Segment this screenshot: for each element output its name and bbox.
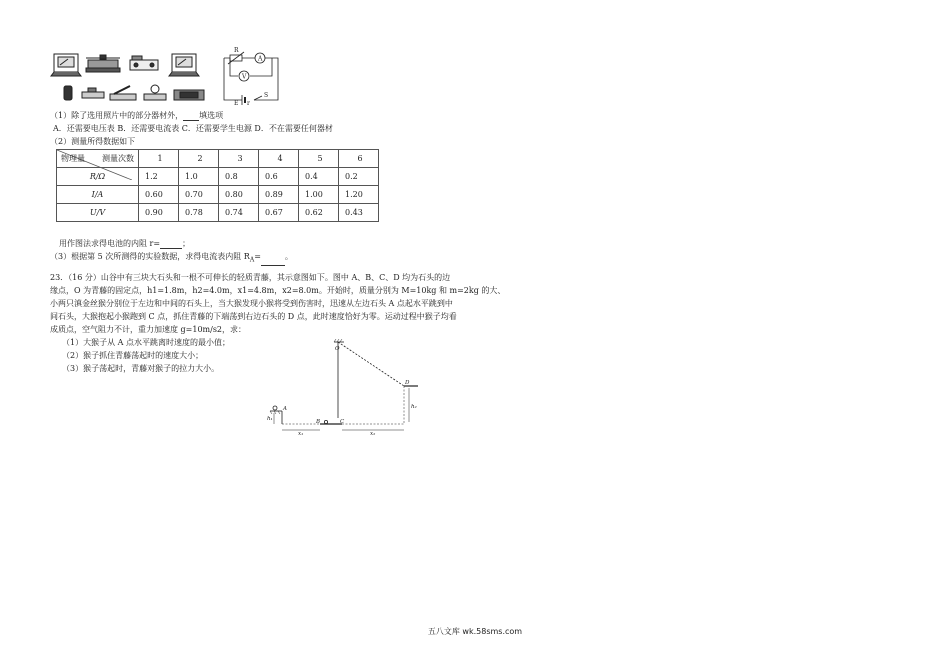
circuit-label-r-resistor: R — [234, 47, 239, 54]
row-label: I/A — [57, 186, 139, 204]
resistor-board-icon — [82, 88, 104, 98]
answer-blank — [261, 265, 285, 266]
circuit-label-r: r — [247, 100, 250, 106]
footer-watermark: 五八文库 wk.58sms.com — [427, 627, 523, 636]
table-cell: 0.90 — [139, 204, 179, 222]
switch-board-icon — [130, 56, 158, 70]
row-label: R/Ω — [57, 168, 139, 186]
meter-icon — [51, 54, 81, 76]
circuit-label-s: S — [264, 92, 269, 99]
circuit-label-a: A — [258, 55, 263, 63]
q22-options: A．还需要电压表 B．还需要电流表 C．还需要学生电源 D．不在需要任何器材 — [53, 124, 333, 133]
table-corner-cell — [57, 150, 139, 168]
bulb-board-icon — [144, 85, 166, 100]
part1-fill: 填选项 — [199, 111, 224, 120]
table-cell: 0.89 — [259, 186, 299, 204]
table-cell: 1.00 — [299, 186, 339, 204]
table-row — [57, 204, 379, 222]
circuit-label-e: E — [234, 100, 239, 106]
label-a: A — [283, 406, 287, 412]
table-cell: 0.43 — [339, 204, 379, 222]
meter-icon — [169, 54, 199, 76]
graph-line-prefix: 用作图法求得电池的内阻 r= — [59, 239, 161, 248]
table-cell: 0.80 — [219, 186, 259, 204]
table-cell: 0.6 — [259, 168, 299, 186]
vine-figure — [262, 338, 422, 436]
data-table — [56, 149, 379, 222]
label-d: D — [405, 380, 410, 386]
table-cell: 0.70 — [179, 186, 219, 204]
label-h2: h₂ — [411, 404, 417, 410]
battery-holder-icon — [174, 90, 204, 100]
label-o: O — [335, 346, 340, 352]
table-row — [57, 186, 379, 204]
q22-part2: （2）测量所得数据如下 — [50, 137, 136, 146]
table-cell: 0.78 — [179, 204, 219, 222]
part3-subscript: A — [249, 256, 255, 264]
label-c: C — [340, 419, 345, 425]
label-h1: h₁ — [267, 416, 273, 422]
q23-line: 成质点，空气阻力不计，重力加速度 g=10m/s2，求： — [50, 325, 247, 334]
column-header: 1 — [139, 150, 179, 168]
table-header-row — [57, 150, 379, 168]
table-cell: 0.2 — [339, 168, 379, 186]
equipment-photo — [50, 48, 210, 104]
table-cell: 0.74 — [219, 204, 259, 222]
part1-text: （1）除了选用照片中的部分器材外， — [50, 111, 184, 120]
q23-sub-question: （1）大猴子从 A 点水平跳离时速度的最小值； — [62, 338, 230, 347]
table-cell: 0.67 — [259, 204, 299, 222]
part3-prefix: （3）根据第 5 次所测得的实验数据，求得电流表内阻 R — [50, 252, 250, 261]
label-x1: x₁ — [298, 431, 304, 436]
label-x2: x₂ — [370, 431, 376, 436]
knife-switch-icon — [110, 86, 136, 100]
part3-suffix: 。 — [284, 252, 293, 261]
graph-line-suffix: ； — [182, 239, 191, 248]
column-header: 4 — [259, 150, 299, 168]
q22-graph-line — [59, 238, 190, 249]
answer-blank — [160, 248, 182, 249]
circuit-diagram — [216, 44, 280, 106]
label-b: B — [316, 419, 321, 425]
q23-line: 间石头，大猴抱起小猴跑到 C 点，抓住青藤的下端荡到右边石头的 D 点，此时速度恰好为零。运动过程中猴子均看 — [50, 312, 457, 321]
part3-eq: = — [254, 252, 261, 261]
coil-icon — [64, 86, 72, 100]
table-cell: 0.60 — [139, 186, 179, 204]
rheostat-icon — [86, 55, 120, 72]
header-bottom: 物理量 — [61, 154, 85, 163]
row-label: U/V — [57, 204, 139, 222]
column-header: 6 — [339, 150, 379, 168]
column-header: 5 — [299, 150, 339, 168]
circuit-label-v: V — [242, 73, 247, 81]
q23-sub-question: （2）猴子抓住青藤荡起时的速度大小； — [62, 351, 204, 360]
header-top: 测量次数 — [102, 154, 134, 163]
q23-line: 小两只滇金丝猴分别位于左边和中间的石头上，当大猴发现小猴将受到伤害时，迅速从左边石头 A 点起水平跳到中 — [50, 299, 453, 308]
q23-line: 缘点，O 为青藤的固定点，h1=1.8m，h2=4.0m，x1=4.8m，x2=8.0m。开始时，质量分别为 M=10kg 和 m=2kg 的大、 — [50, 286, 506, 295]
table-cell: 0.62 — [299, 204, 339, 222]
q22-part1 — [50, 110, 223, 121]
q23-sub-question: （3）猴子荡起时，青藤对猴子的拉力大小。 — [62, 364, 220, 373]
q23-line: 23．（16 分）山谷中有三块大石头和一根不可伸长的轻质青藤，其示意图如下。图中 A、B、C、D 均为石头的边 — [50, 273, 451, 282]
table-cell: 1.2 — [139, 168, 179, 186]
column-header: 3 — [219, 150, 259, 168]
table-cell: 0.8 — [219, 168, 259, 186]
table-cell: 1.0 — [179, 168, 219, 186]
table-cell: 0.4 — [299, 168, 339, 186]
column-header: 2 — [179, 150, 219, 168]
answer-blank — [183, 120, 199, 121]
q22-part3 — [50, 251, 293, 266]
table-cell: 1.20 — [339, 186, 379, 204]
